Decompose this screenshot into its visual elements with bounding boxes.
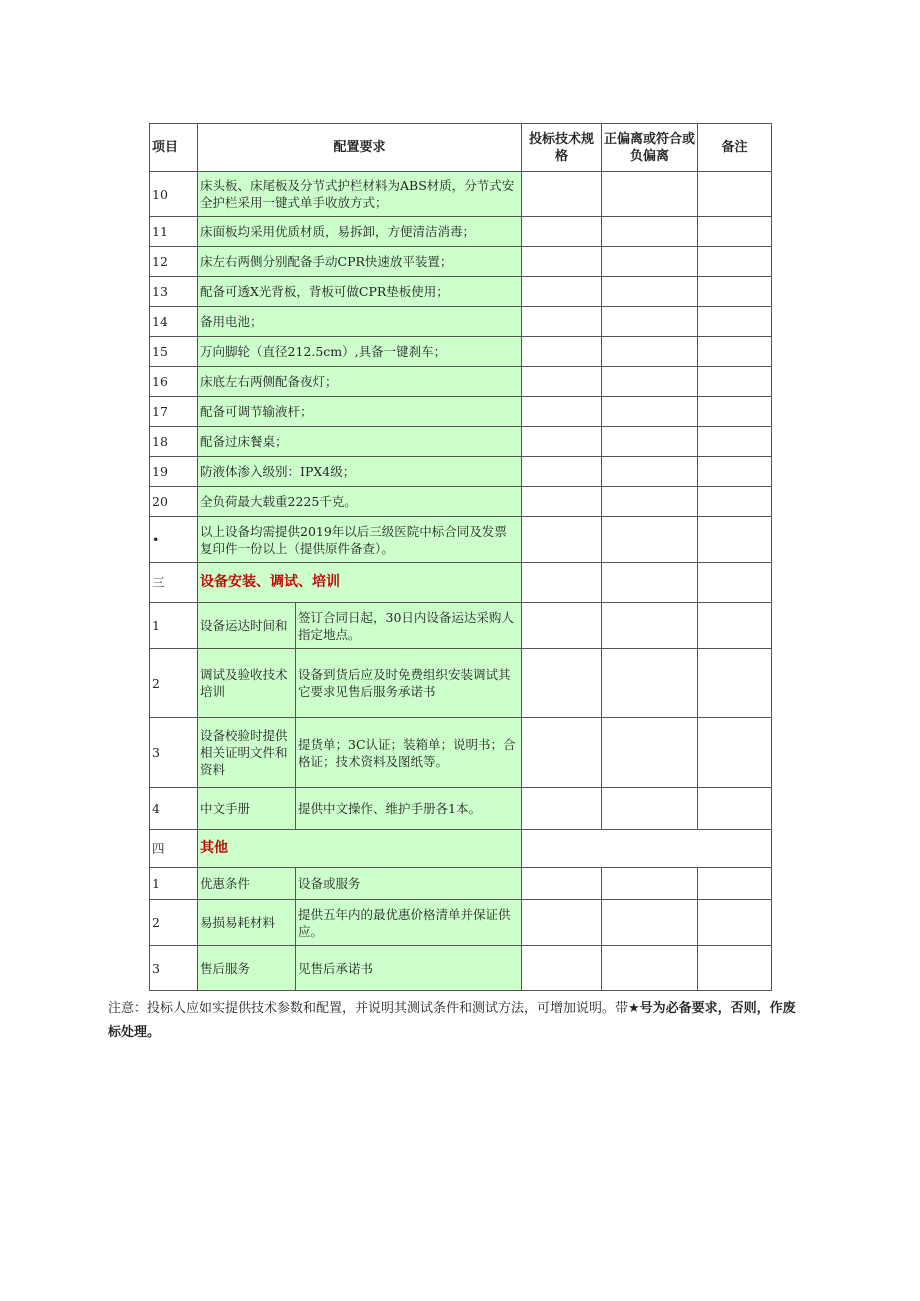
row-number: 12 — [150, 247, 198, 277]
deviation-cell — [602, 946, 698, 991]
row-number: 16 — [150, 367, 198, 397]
deviation-cell — [602, 603, 698, 649]
config-text: 配备可调节输液杆； — [198, 397, 522, 427]
table-row — [150, 277, 772, 307]
spec-cell — [522, 603, 602, 649]
section-number: 三 — [150, 563, 198, 603]
item-description: 见售后承诺书 — [296, 946, 522, 991]
remark-cell — [698, 397, 772, 427]
row-number: 15 — [150, 337, 198, 367]
row-number: 4 — [150, 788, 198, 830]
item-name: 中文手册 — [198, 788, 296, 830]
deviation-cell — [602, 517, 698, 563]
table-row — [150, 868, 772, 900]
remark-cell — [698, 307, 772, 337]
header-spec: 投标技术规格 — [522, 124, 602, 172]
spec-cell — [522, 337, 602, 367]
row-number: 11 — [150, 217, 198, 247]
requirements-table — [149, 123, 772, 991]
table-row — [150, 649, 772, 718]
table-row — [150, 427, 772, 457]
table-row — [150, 397, 772, 427]
table-row — [150, 946, 772, 991]
item-description: 签订合同日起，30日内设备运达采购人指定地点。 — [296, 603, 522, 649]
row-number: 3 — [150, 718, 198, 788]
section-row — [150, 830, 772, 868]
deviation-cell — [602, 247, 698, 277]
table-row — [150, 367, 772, 397]
row-number: 2 — [150, 900, 198, 946]
item-description: 设备到货后应及时免费组织安装调试其它要求见售后服务承诺书 — [296, 649, 522, 718]
item-name: 易损易耗材料 — [198, 900, 296, 946]
footer-note — [108, 997, 808, 1045]
deviation-cell — [602, 277, 698, 307]
spec-cell — [522, 217, 602, 247]
config-text: 床头板、床尾板及分节式护栏材料为ABS材质，分节式安全护栏采用一键式单手收放方式； — [198, 172, 522, 217]
item-name: 调试及验收技术培训 — [198, 649, 296, 718]
config-text: 全负荷最大载重2225千克。 — [198, 487, 522, 517]
row-number: 3 — [150, 946, 198, 991]
deviation-cell — [602, 868, 698, 900]
remark-cell — [698, 277, 772, 307]
remark-cell — [698, 649, 772, 718]
config-text: 备用电池； — [198, 307, 522, 337]
table-row — [150, 457, 772, 487]
remark-cell — [698, 788, 772, 830]
note-bold-text: ★号为必备要求，否则，作废标处理。 — [108, 1001, 796, 1040]
deviation-cell — [602, 217, 698, 247]
row-number: 20 — [150, 487, 198, 517]
spec-cell — [522, 307, 602, 337]
remark-cell — [698, 946, 772, 991]
config-text: 配备过床餐桌； — [198, 427, 522, 457]
row-number: 10 — [150, 172, 198, 217]
row-number: 17 — [150, 397, 198, 427]
deviation-cell — [602, 367, 698, 397]
row-number: 13 — [150, 277, 198, 307]
row-number: • — [150, 517, 198, 563]
header-remark: 备注 — [698, 124, 772, 172]
remark-cell — [698, 868, 772, 900]
spec-cell — [522, 649, 602, 718]
spec-cell — [522, 427, 602, 457]
item-name: 设备校验时提供相关证明文件和资料 — [198, 718, 296, 788]
config-text: 以上设备均需提供2019年以后三级医院中标合同及发票复印件一份以上（提供原件备查）。 — [198, 517, 522, 563]
section-row — [150, 563, 772, 603]
deviation-cell — [602, 172, 698, 217]
item-name: 售后服务 — [198, 946, 296, 991]
row-number: 1 — [150, 603, 198, 649]
note-text: 注意：投标人应如实提供技术参数和配置，并说明其测试条件和测试方法，可增加说明。带 — [108, 1001, 629, 1016]
item-name: 优惠条件 — [198, 868, 296, 900]
spec-cell — [522, 247, 602, 277]
row-number: 14 — [150, 307, 198, 337]
section-title: 其他 — [198, 830, 522, 868]
remark-cell — [698, 487, 772, 517]
deviation-cell — [602, 487, 698, 517]
spec-cell — [522, 487, 602, 517]
table-row — [150, 247, 772, 277]
config-text: 万向脚轮（直径212.5cm）,具备一键刹车； — [198, 337, 522, 367]
table-row — [150, 217, 772, 247]
table-row — [150, 487, 772, 517]
table-row — [150, 517, 772, 563]
deviation-cell — [602, 427, 698, 457]
spec-cell — [522, 397, 602, 427]
deviation-cell — [602, 397, 698, 427]
row-number: 19 — [150, 457, 198, 487]
remark-cell — [698, 217, 772, 247]
section-number: 四 — [150, 830, 198, 868]
table-header-row — [150, 124, 772, 172]
remark-cell — [698, 427, 772, 457]
remark-cell — [698, 247, 772, 277]
deviation-cell — [602, 718, 698, 788]
config-text: 配备可透X光背板，背板可做CPR垫板使用； — [198, 277, 522, 307]
header-item: 项目 — [150, 124, 198, 172]
header-config: 配置要求 — [198, 124, 522, 172]
header-deviation: 正偏离或符合或负偏离 — [602, 124, 698, 172]
deviation-cell — [602, 337, 698, 367]
deviation-cell — [602, 307, 698, 337]
table-row — [150, 900, 772, 946]
table-row — [150, 337, 772, 367]
spec-cell — [522, 946, 602, 991]
row-number: 2 — [150, 649, 198, 718]
deviation-cell — [602, 900, 698, 946]
spec-cell — [522, 277, 602, 307]
item-description: 提货单；3C认证；装箱单；说明书；合格证；技术资料及图纸等。 — [296, 718, 522, 788]
deviation-cell — [602, 788, 698, 830]
config-text: 床底左右两侧配备夜灯； — [198, 367, 522, 397]
remark-cell — [698, 900, 772, 946]
remark-cell — [698, 517, 772, 563]
item-description: 提供五年内的最优惠价格清单并保证供应。 — [296, 900, 522, 946]
section-title: 设备安装、调试、培训 — [198, 563, 522, 603]
table-row — [150, 172, 772, 217]
spec-cell — [522, 718, 602, 788]
spec-cell — [522, 517, 602, 563]
deviation-cell — [602, 649, 698, 718]
remark-cell — [698, 457, 772, 487]
spec-cell — [522, 788, 602, 830]
table-row — [150, 788, 772, 830]
config-text: 防液体渗入级别：IPX4级； — [198, 457, 522, 487]
table-row — [150, 603, 772, 649]
remark-cell — [698, 718, 772, 788]
item-name: 设备运达时间和 — [198, 603, 296, 649]
remark-cell — [698, 603, 772, 649]
config-text: 床面板均采用优质材质，易拆卸，方便清洁消毒； — [198, 217, 522, 247]
remark-cell — [698, 337, 772, 367]
remark-cell — [698, 172, 772, 217]
spec-cell — [522, 172, 602, 217]
table-row — [150, 718, 772, 788]
spec-cell — [522, 900, 602, 946]
row-number: 1 — [150, 868, 198, 900]
spec-cell — [522, 367, 602, 397]
config-text: 床左右两侧分别配备手动CPR快速放平装置； — [198, 247, 522, 277]
spec-cell — [522, 868, 602, 900]
spec-cell — [522, 457, 602, 487]
deviation-cell — [602, 457, 698, 487]
remark-cell — [698, 367, 772, 397]
row-number: 18 — [150, 427, 198, 457]
table-row — [150, 307, 772, 337]
item-description: 设备或服务 — [296, 868, 522, 900]
item-description: 提供中文操作、维护手册各1本。 — [296, 788, 522, 830]
